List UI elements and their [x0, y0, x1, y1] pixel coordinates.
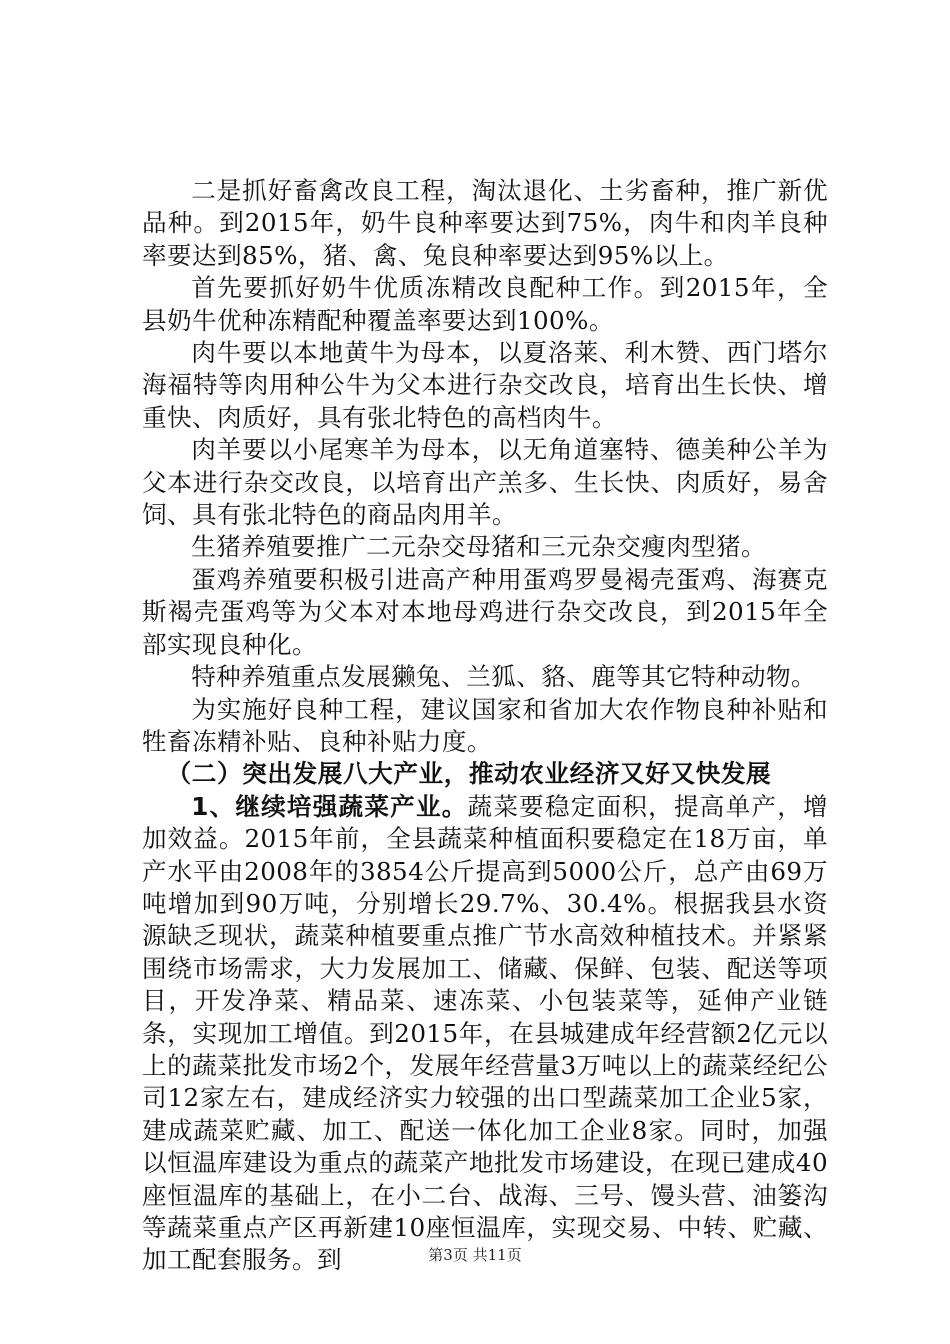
paragraph-subsidy-proposal: 为实施好良种工程，建议国家和省加大农作物良种补贴和牲畜冻精补贴、良种补贴力度。: [142, 694, 828, 756]
paragraph-pig-breeding: 生猪养殖要推广二元杂交母猪和三元杂交瘦肉型猪。: [191, 532, 767, 562]
paragraph-lead-title: 1、继续培强蔬菜产业。: [191, 791, 468, 821]
paragraph-vegetable-industry: [142, 791, 828, 1277]
paragraph-vegetable-text: 蔬菜要稳定面积，提高单产，增加效益。2015年前，全县蔬菜种植面积要稳定在18万亩，单产水平由2008年的3854公斤提高到5000公斤，总产由69万吨增加到90万吨，分别增长29.7%、30.4%。根据我县水资源缺乏现状，蔬菜种植要重点推广节水高效种植技术。并紧紧围绕市场需求，大力发展加工、储藏、保鲜、包装、配送等项目，开发净菜、精品菜、速冻菜、小包装菜等，延伸产业链条，实现加工增值。到2015年，在县城建成年经营额2亿元以上的蔬菜批发市场2个，发展年经营量3万吨以上的蔬菜经纪公司12家左右，建成经济实力较强的出口型蔬菜加工企业5家，建成蔬菜贮藏、加工、配送一体化加工企业8家。同时，加强以恒温库建设为重点的蔬菜产地批发市场建设，在现已建成40座恒温库的基础上，在小二台、战海、三号、馒头营、油篓沟等蔬菜重点产区再新建10座恒温库，实现交易、中转、贮藏、加工配套服务。到: [142, 791, 828, 1275]
document-body: [142, 175, 828, 1277]
paragraph-mutton-sheep: 肉羊要以小尾寒羊为母本，以无角道塞特、德美种公羊为父本进行杂交改良，以培育出产羔多、生长快、肉质好，易舍饲、具有张北特色的商品肉用羊。: [142, 435, 828, 530]
paragraph-dairy-cattle: 首先要抓好奶牛优质冻精改良配种工作。到2015年，全县奶牛优种冻精配种覆盖率要达到100%。: [142, 273, 828, 335]
page-footer: 第3页 共11页: [428, 1246, 522, 1264]
section-heading: （二）突出发展八大产业，推动农业经济又好又快发展: [166, 759, 772, 789]
paragraph-special-breeding: 特种养殖重点发展獭兔、兰狐、貉、鹿等其它特种动物。: [191, 662, 817, 692]
paragraph-livestock-improvement: 二是抓好畜禽改良工程，淘汰退化、土劣畜种，推广新优品种。到2015年，奶牛良种率要达到75%，肉牛和肉羊良种率要达到85%，猪、禽、兔良种率要达到95%以上。: [142, 176, 828, 270]
paragraph-layer-chicken: 蛋鸡养殖要积极引进高产种用蛋鸡罗曼褐壳蛋鸡、海赛克斯褐壳蛋鸡等为父本对本地母鸡进行杂交改良，到2015年全部实现良种化。: [142, 564, 828, 659]
paragraph-beef-cattle: 肉牛要以本地黄牛为母本，以夏洛莱、利木赞、西门塔尔海福特等肉用种公牛为父本进行杂交改良，培育出生长快、增重快、肉质好，具有张北特色的高档肉牛。: [142, 338, 828, 432]
